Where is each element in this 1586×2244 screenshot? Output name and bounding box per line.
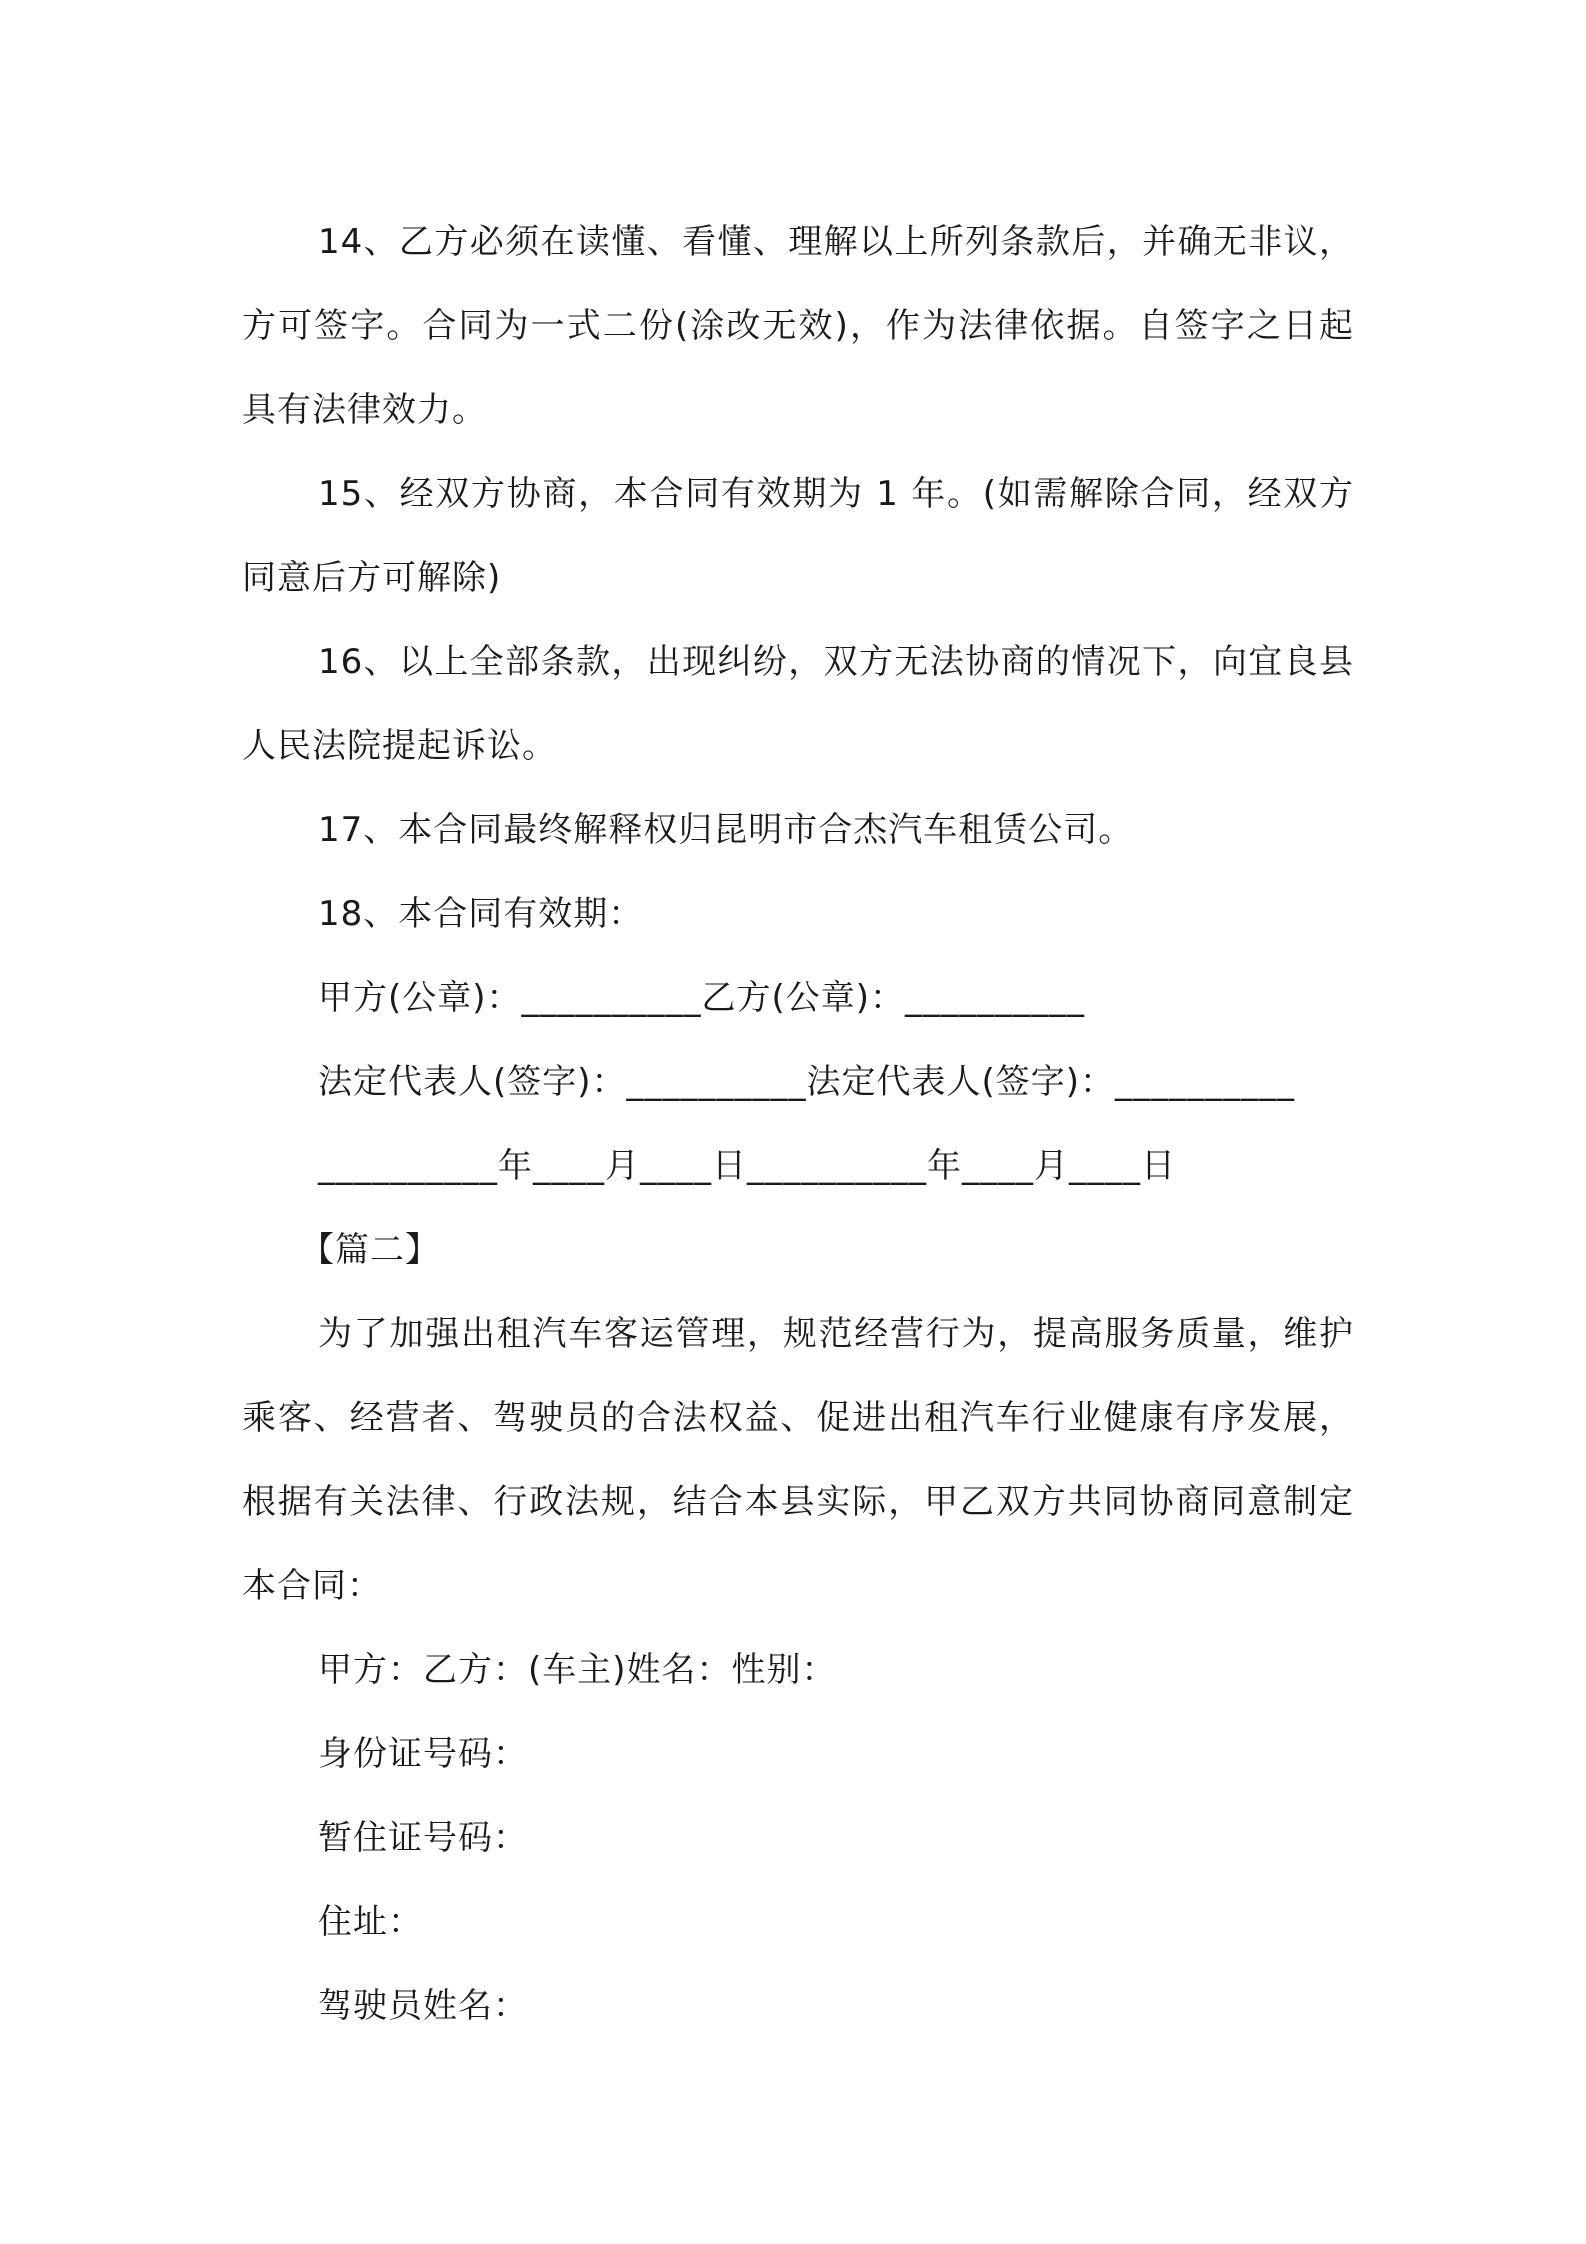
clause-14: 14、乙方必须在读懂、看懂、理解以上所列条款后，并确无非议，方可签字。合同为一式二份(涂改无效)，作为法律依据。自签字之日起具有法律效力。 xyxy=(242,222,1354,430)
address-line: 住址： xyxy=(318,1902,423,1942)
clause-18: 18、本合同有效期： xyxy=(318,894,644,934)
document-body xyxy=(242,200,1354,2048)
driver-name-line: 驾驶员姓名： xyxy=(318,1986,528,2026)
intro-paragraph: 为了加强出租汽车客运管理，规范经营行为，提高服务质量，维护乘客、经营者、驾驶员的合法权益、促进出租汽车行业健康有序发展，根据有关法律、行政法规，结合本县实际，甲乙双方共同协商同意制定本合同： xyxy=(242,1314,1354,1606)
signature-date-line: __________年____月____日__________年____月____日 xyxy=(318,1146,1176,1186)
clause-17: 17、本合同最终解释权归昆明市合杰汽车租赁公司。 xyxy=(318,810,1134,850)
signature-representative-line: 法定代表人(签字)：__________法定代表人(签字)：__________ xyxy=(318,1062,1296,1102)
clause-15: 15、经双方协商，本合同有效期为 1 年。(如需解除合同，经双方同意后方可解除) xyxy=(242,474,1354,598)
clause-16: 16、以上全部条款，出现纠纷，双方无法协商的情况下，向宜良县人民法院提起诉讼。 xyxy=(242,642,1354,766)
section-title: 【篇二】 xyxy=(300,1230,440,1270)
id-number-line: 身份证号码： xyxy=(318,1734,528,1774)
parties-line: 甲方：乙方：(车主)姓名：性别： xyxy=(318,1650,837,1690)
temp-permit-line: 暂住证号码： xyxy=(318,1818,528,1858)
signature-seal-line: 甲方(公章)：__________乙方(公章)：__________ xyxy=(318,978,1086,1018)
